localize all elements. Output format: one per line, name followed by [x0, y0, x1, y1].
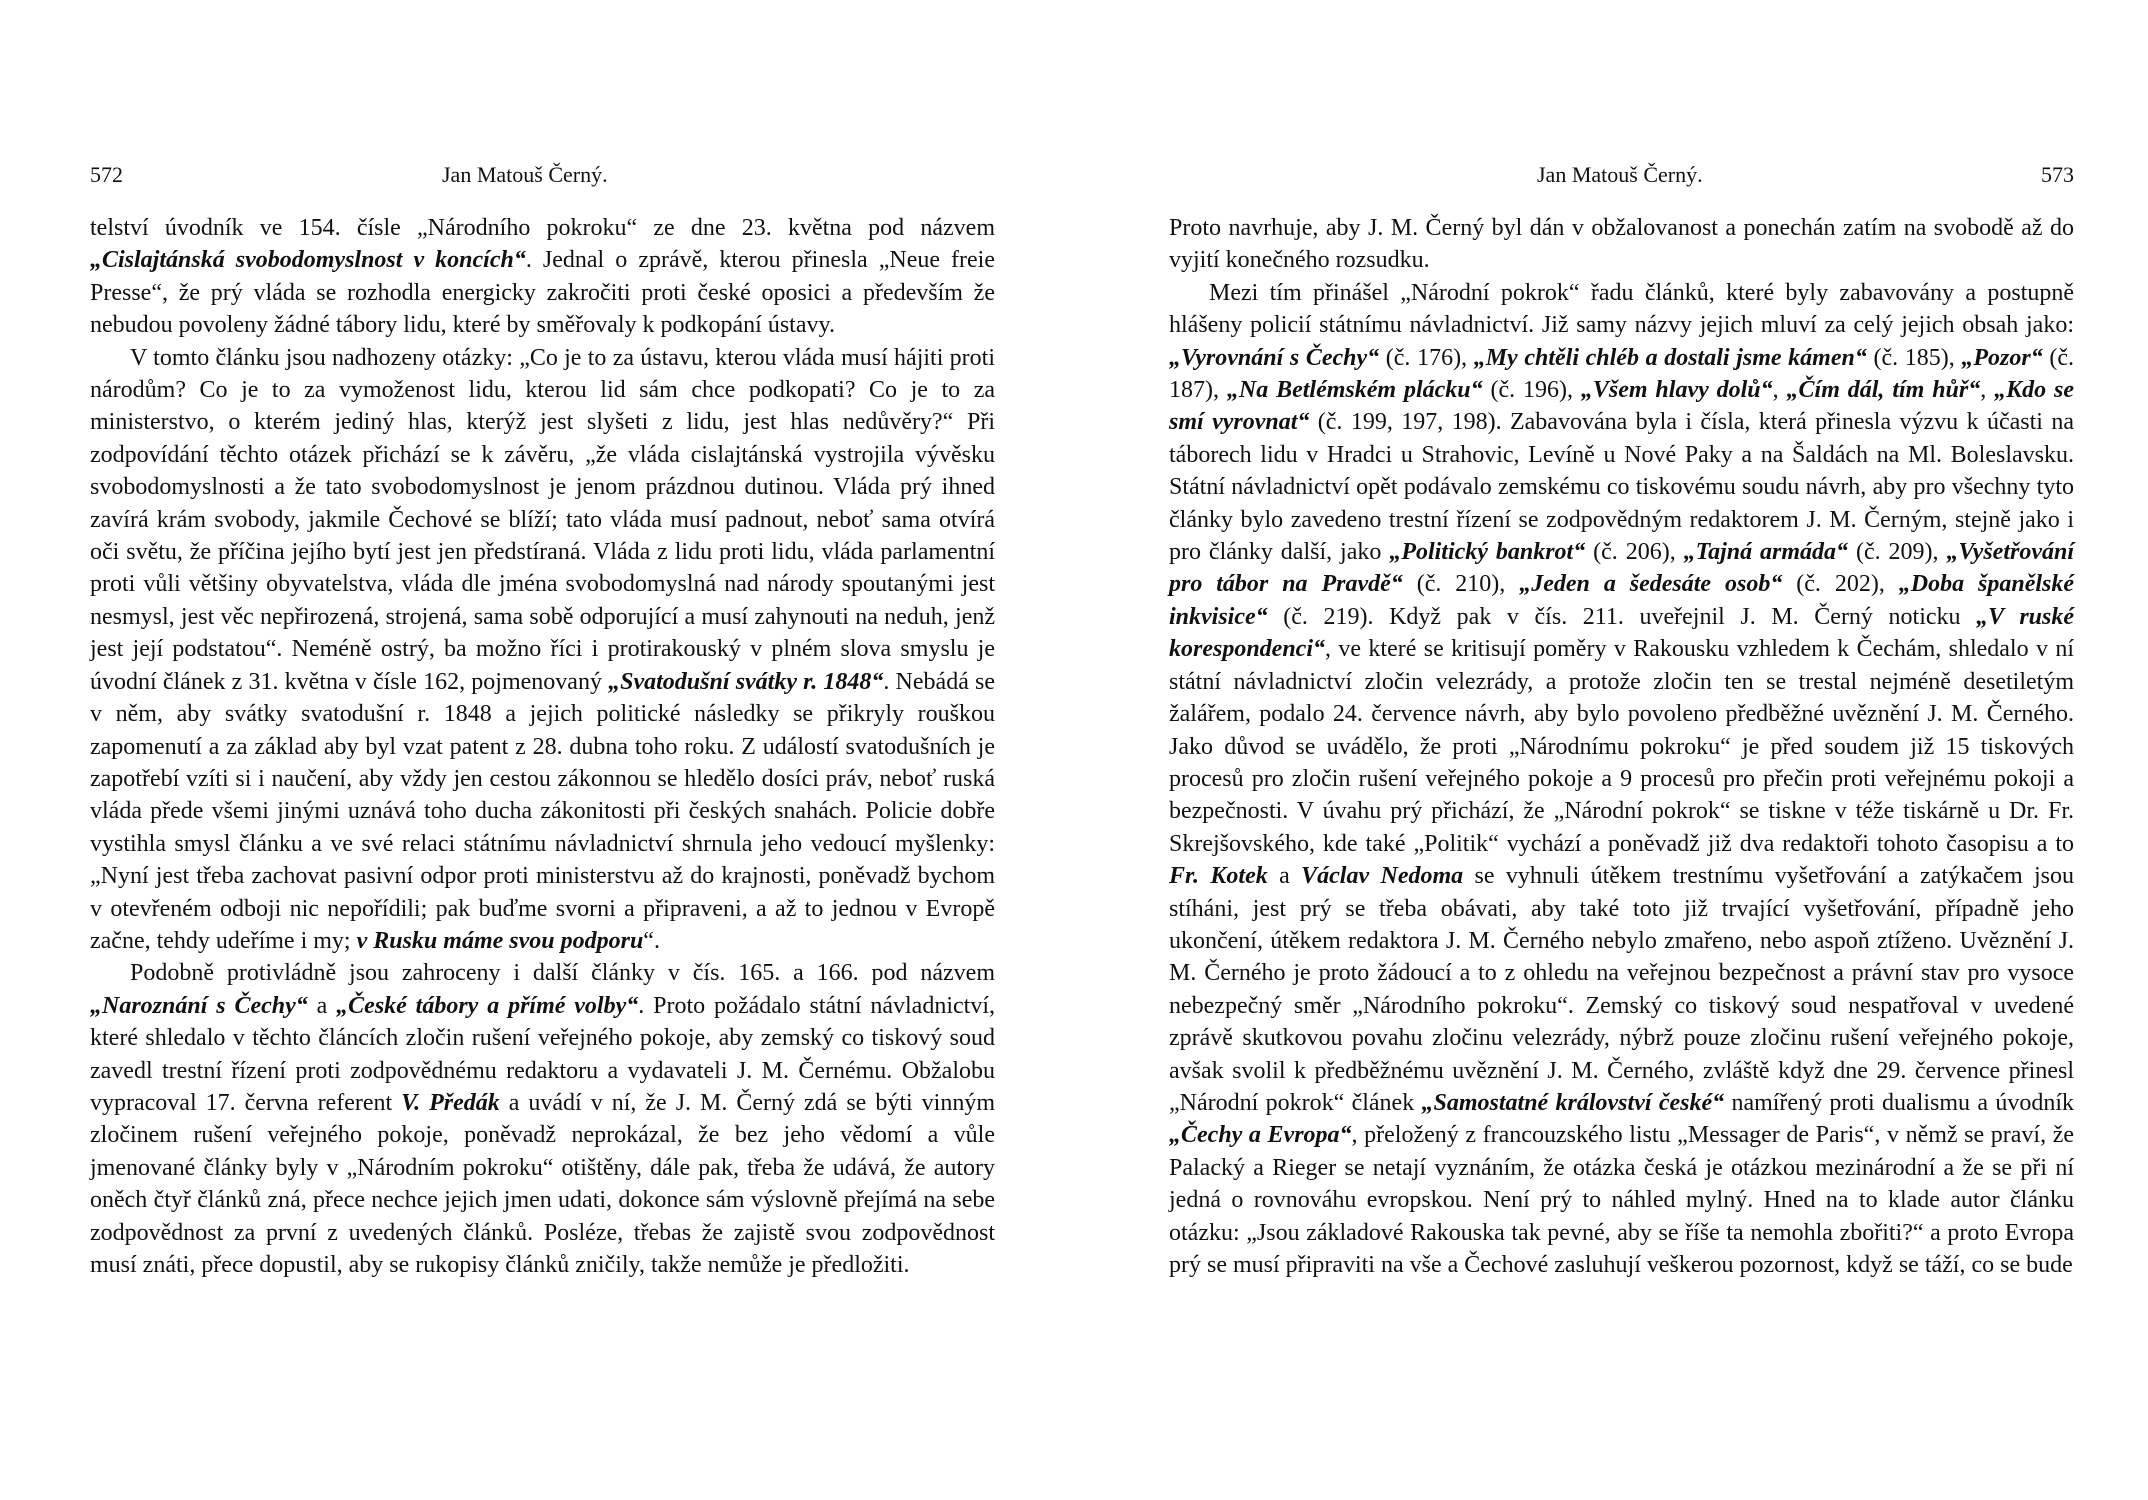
italic-title-run: „Naroznání s Čechy“ — [90, 992, 308, 1019]
header-author: Jan Matouš Černý. — [442, 162, 608, 187]
text-run: a uvádí v ní, že J. M. Černý zdá se býti vinným zločinem rušení veřejného pokoje, poněvadž neprokázal, že bez jeho vědomí a vůle jmenované články byly v „Národním pokroku“ otištěny, dále pak, třeba že udává, že autory oněch čtyř článků zná, přece nechce jejich jmen udati, dokonce sám výslovně přejímá na sebe zodpovědnost za první z uvedených článků. Posléze, třebas že zajistě svou zodpovědnost musí znáti, přece dopustil, aby se rukopisy článků zničily, takže nemůže je předložiti. — [90, 1089, 995, 1278]
running-head-right — [1169, 160, 2074, 190]
text-run: . Nebádá se v něm, aby svátky svatodušní r. 1848 a jejich politické následky se přikryly rouškou zapomenutí a za základ aby byl vzat patent z 28. dubna toho roku. Z událostí svatodušních je zapotřebí vzíti si i naučení, aby vždy jen cestou zákonnou se hledělo dosíci práv, neboť ruská vláda přede všemi jinými uznává toho ducha zákonitosti při českých snahách. Policie dobře vystihla smysl článku a ve své relaci státnímu návladnictví shrnula jeho vedoucí myšlenky: „Nyní jest třeba zachovat pasivní odpor proti ministerstvu až do krajnosti, poněvadž bychom v otevřeném odboji nic nepořídili; pak buďme svorni a připraveni, a až to jednou v Evropě začne, tehdy udeříme i my; — [90, 668, 996, 954]
text-run: (č. 176), — [1379, 344, 1474, 371]
text-run: namířený proti dualismu a úvodník — [1724, 1089, 2074, 1116]
text-run: , ve které se kritisují poměry v Rakousku vzhledem k Čechám, shledalo v ní státní návladnictví zločin velezrády, a protože zločin ten se trestal nejméně desetiletým žalářem, podalo 24. července návrh, aby bylo povoleno předběžné uvěznění J. M. Černého. Jako důvod se uvádělo, že proti „Národnímu pokroku“ je před soudem již 15 tiskových procesů pro zločin rušení veřejného pokoje a 9 procesů pro přečin proti veřejnému pokoji a bezpečnosti. V úvahu prý přichází, že „Národní pokrok“ se tiskne v téže tiskárně u Dr. Fr. Skrejšovského, kde také „Politik“ vychází a poněvadž již dva redaktoři tohoto časopisu a to — [1169, 636, 2074, 857]
text-run: (č. 202), — [1782, 571, 1899, 598]
text-run: telství úvodník ve 154. čísle „Národního pokroku“ ze dne 23. května pod názvem — [90, 215, 995, 241]
italic-title-run: „Samostatné království české“ — [1421, 1089, 1725, 1116]
paragraph — [1169, 277, 2074, 1282]
text-run: V tomto článku jsou nadhozeny otázky: „Co je to za ústavu, kterou vláda musí hájiti proti národům? Co je to za vymoženost lidu, kterou lid sám chce podkopati? Co je to za ministerstvo, o kterém jediný hlas, kterýž jest slyšeti z lidu, jest hlas nedůvěry?“ Při zodpovídání těchto otázek přichází se k závěru, „že vláda cislajtánská vystrojila vývěsku svobodomyslnosti a že tato svobodomyslnost je jenom prázdnou dutinou. Vláda prý ihned zavírá krám svobody, jakmile Čechové se blíží; tato vláda musí padnout, neboť sama otvírá oči světu, že příčina jejího bytí jest jen předstíraná. Vláda z lidu proti lidu, vláda parlamentní proti vůli většiny obyvatelstva, vláda dle jména svobodomyslná nad národy spoutanými jest nesmysl, jest věc nepřirozená, strojená, sama sobě odporující a musí zahynouti na neduh, jenž jest její podstatou“. Neméně ostrý, ba možno říci i protirakouský v plném slova smyslu je úvodní článek z 31. května v čísle 162, pojmenovaný — [90, 344, 995, 695]
running-head-left — [90, 160, 995, 190]
italic-title-run: „Politický bankrot“ — [1389, 539, 1586, 566]
italic-title-run: „Jeden a šedesáte osob“ — [1519, 571, 1783, 598]
text-run: Mezi tím přinášel „Národní pokrok“ řadu článků, které byly zabavovány a postupně hlášeny policií státnímu návladnictví. Již samy názvy jejich mluví za celý jejich obsah jako: — [1169, 279, 2074, 339]
text-run: (č. 187), — [1169, 344, 2074, 404]
italic-title-run: „Doba španělské inkvisice“ — [1169, 571, 2075, 630]
page-number: 572 — [90, 162, 123, 187]
italic-title-run: „Vyrovnání s Čechy“ — [1169, 344, 1380, 371]
header-author: Jan Matouš Černý. — [1537, 162, 1703, 187]
italic-title-run: „Vyšetřování pro tábor na Pravdě“ — [1169, 539, 2074, 598]
italic-title-run: „Kdo se smí vyrovnat“ — [1169, 377, 2075, 436]
italic-title-run: „V ruské korespondenci“ — [1169, 603, 2074, 663]
page-number: 573 — [2041, 162, 2074, 187]
text-run: (č. 199, 197, 198). Zabavována byla i čísla, která přinesla výzvu k účasti na táborech lidu v Hradci u Strahovic, Levíně u Nové Paky a na Šaldách na Ml. Boleslavsku. Státní návladnictví opět podávalo zemskému co tiskovému soudu návrh, aby pro všechny tyto články bylo zavedeno trestní řízení se zodpovědným redaktorem J. M. Černým, stejně jako i pro články další, jako — [1169, 409, 2074, 566]
italic-title-run: „Na Betlémském plácku“ — [1226, 377, 1483, 404]
text-run: , — [1980, 377, 1995, 404]
italic-title-run: „My chtěli chléb a dostali jsme kámen“ — [1473, 344, 1867, 371]
text-run: se vyhnuli útěkem trestnímu vyšetřování a zatýkačem jsou stíháni, jest prý se třeba obávati, aby také toto již trvající vyšetřování, případně jeho ukončení, útěkem redaktora J. M. Černého nebylo zmařeno, nebo aspoň ztíženo. Uvěznění J. M. Černého je proto žádoucí a to z ohledu na veřejnou bezpečnost a právní stav pro vysoce nebezpečný směr „Národního pokroku“. Zemský co tiskový soud nespatřoval v uvedené zprávě skutkovou povahu zločinu velezrády, nýbrž pouze zločinu rušení veřejného pokoje, avšak svolil k předběžnému uvěznění J. M. Černého, zvláště když dne 29. července přinesl „Národní pokrok“ článek — [1169, 863, 2075, 1116]
text-run: . Proto požádalo státní návladnictví, které shledalo v těchto článcích zločin rušení veřejného pokoje, aby zemský co tiskový soud zavedl trestní řízení proti zodpovědnému redaktoru a vydavateli J. M. Černému. Obžalobu vypracoval 17. června referent — [90, 992, 995, 1116]
paragraph — [90, 957, 995, 1281]
text-run: (č. 185), — [1866, 344, 1962, 371]
italic-title-run: „Pozor“ — [1961, 344, 2043, 371]
paragraph — [90, 212, 995, 342]
text-run: (č. 196), — [1482, 377, 1581, 404]
italic-title-run: V. Předák — [401, 1089, 500, 1116]
italic-title-run: v Rusku máme svou podporu — [356, 927, 644, 954]
text-run: (č. 209), — [1848, 539, 1947, 566]
right-page — [1074, 0, 2148, 1500]
text-run: , přeložený z francouzského listu „Messager de Paris“, v němž se praví, že Palacký a Rieger se netají vyznáním, že otázka česká je otázkou mezinárodní a že se při ní jedná o rovnováhu evropskou. Není prý to náhled mylný. Hned na to klade autor článku otázku: „Jsou základové Rakouska tak pevné, aby se říše ta nemohla zbořiti?“ a proto Evropa prý se musí připraviti na vše a Čechové zasluhují veškerou pozornost, když se táží, co se bude — [1169, 1122, 2074, 1278]
text-run: (č. 206), — [1585, 539, 1684, 566]
italic-title-run: Václav Nedoma — [1301, 863, 1464, 890]
body-text-right — [1169, 212, 2074, 1281]
italic-title-run: „Svatodušní svátky r. 1848“ — [608, 668, 884, 695]
body-text-left — [90, 212, 995, 1281]
italic-title-run: „Tajná armáda“ — [1683, 539, 1849, 566]
italic-title-run: „Všem hlavy dolů“ — [1580, 377, 1773, 404]
italic-title-run: „České tábory a přímé volby“ — [336, 992, 639, 1019]
text-run: Proto navrhuje, aby J. M. Černý byl dán v obžalovanost a ponechán zatím na svobodě až do vyjití konečného rozsudku. — [1169, 215, 2074, 274]
text-run: “. — [643, 927, 660, 954]
text-run: . Jednal o zprávě, kterou přinesla „Neue freie Presse“, že prý vláda se rozhodla energicky zakročiti proti české oposici a především že nebudou povoleny žádné tábory lidu, které by směřovaly k podkopání ústavy. — [90, 247, 996, 339]
paragraph — [1169, 212, 2074, 277]
italic-title-run: „Čím dál, tím hůř“ — [1786, 377, 1981, 404]
paragraph — [90, 342, 995, 958]
text-run: (č. 219). Když pak v čís. 211. uveřejnil J. M. Černý noticku — [1267, 603, 1977, 630]
text-run: , — [1772, 377, 1787, 404]
text-run: (č. 210), — [1402, 571, 1520, 598]
italic-title-run: Fr. Kotek — [1169, 863, 1268, 890]
text-run: a — [307, 992, 337, 1019]
italic-title-run: „Čechy a Evropa“ — [1169, 1122, 1352, 1149]
italic-title-run: „Cislajtánská svobodomyslnost v koncích“ — [90, 247, 526, 274]
text-run: Podobně protivládně jsou zahroceny i další články v čís. 165. a 166. pod názvem — [130, 960, 995, 987]
text-run: a — [1267, 863, 1302, 890]
